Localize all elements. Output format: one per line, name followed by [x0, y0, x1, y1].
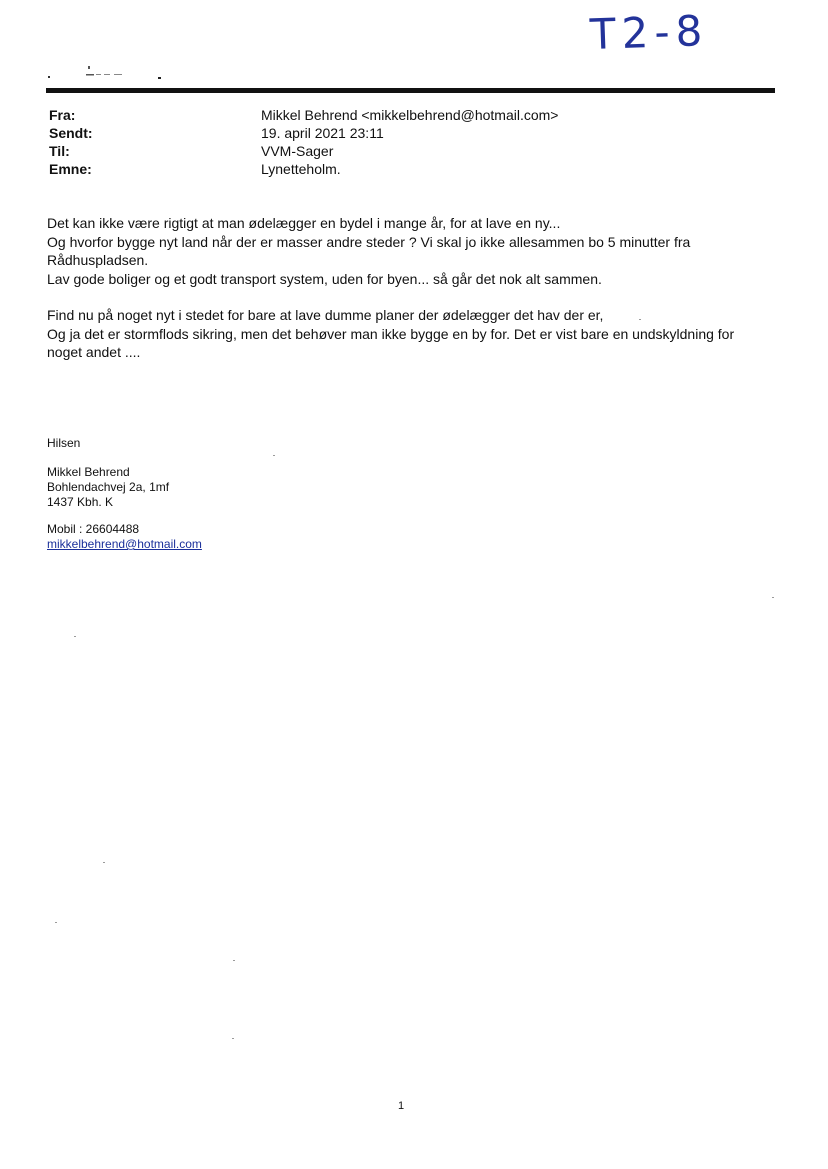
handwritten-document-code: T2-8	[589, 5, 710, 60]
scan-speck	[639, 319, 641, 320]
body-line: Det kan ikke være rigtigt at man ødelægger en bydel i mange år, for at lave en ny...	[47, 215, 561, 231]
body-paragraph	[47, 214, 762, 288]
scan-speck	[273, 455, 275, 456]
subject-value: Lynetteholm.	[261, 161, 341, 177]
header-divider	[46, 88, 775, 93]
email-signature	[47, 436, 447, 552]
from-row	[49, 106, 769, 124]
redacted-header-marks	[46, 62, 176, 82]
subject-label: Emne:	[49, 161, 92, 177]
header-mark-dash	[86, 74, 94, 76]
page-number: 1	[398, 1100, 405, 1112]
scan-speck	[232, 1038, 234, 1039]
subject-row	[49, 160, 769, 178]
sent-label: Sendt:	[49, 125, 93, 141]
to-value: VVM-Sager	[261, 143, 334, 159]
sent-value: 19. april 2021 23:11	[261, 125, 384, 141]
header-mark-tick	[88, 66, 90, 69]
body-line: Lav gode boliger og et godt transport system, uden for byen... så går det nok alt sammen.	[47, 270, 602, 287]
to-row	[49, 142, 769, 160]
scan-speck	[772, 597, 774, 598]
signature-mobile: Mobil : 26604488	[47, 522, 140, 536]
header-mark-dot	[48, 76, 50, 78]
header-mark-dot	[158, 77, 161, 79]
body-line: Og hvorfor bygge nyt land når der er masser andre steder ? Vi skal jo ikke allesammen bo 5 minutter fra	[47, 233, 691, 250]
signature-greeting: Hilsen	[47, 436, 81, 450]
signature-name: Mikkel Behrend	[47, 465, 130, 479]
email-header	[49, 106, 769, 178]
body-line: Og ja det er stormflods sikring, men det behøver man ikke bygge en by for. Det er vist bare en undskyldning for	[47, 325, 735, 342]
signature-address-line2: 1437 Kbh. K	[47, 495, 114, 509]
header-mark-dash	[114, 74, 122, 75]
to-label: Til:	[49, 143, 70, 159]
body-line: Rådhuspladsen.	[47, 252, 149, 268]
body-line: noget andet ....	[47, 344, 141, 360]
from-value: Mikkel Behrend <mikkelbehrend@hotmail.com>	[261, 107, 559, 123]
signature-email-link[interactable]: mikkelbehrend@hotmail.com	[47, 537, 202, 551]
signature-address-line1: Bohlendachvej 2a, 1mf	[47, 480, 170, 494]
body-paragraph	[47, 306, 762, 362]
from-label: Fra:	[49, 107, 76, 123]
sent-row	[49, 124, 769, 142]
scan-speck	[74, 636, 76, 637]
scan-speck	[55, 922, 57, 923]
scan-speck	[103, 862, 105, 863]
email-body	[47, 214, 762, 380]
body-line: Find nu på noget nyt i stedet for bare at lave dumme planer der ødelægger det hav der er,	[47, 307, 604, 323]
header-mark-dash	[104, 74, 110, 75]
header-mark-dash	[96, 74, 101, 75]
scan-speck	[233, 960, 235, 961]
